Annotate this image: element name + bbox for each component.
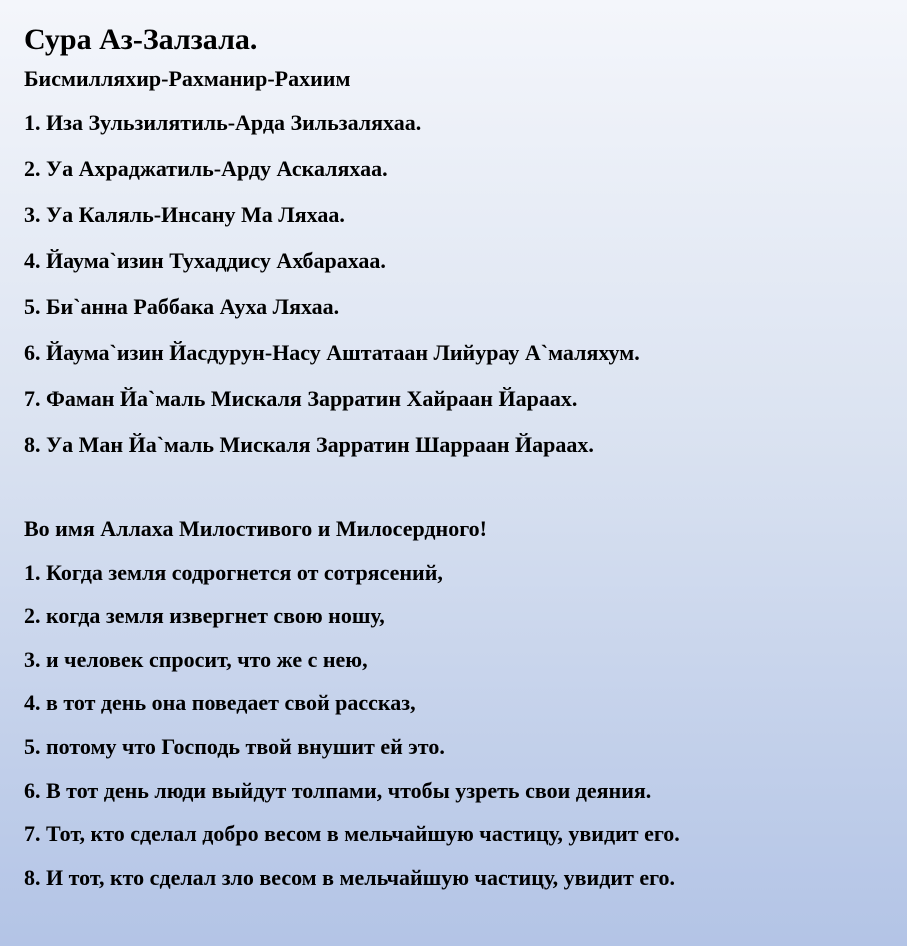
section-spacer <box>24 476 907 514</box>
translation-verse: 6. В тот день люди выйдут толпами, чтобы узреть свои деяния. <box>24 777 652 803</box>
translation-verse: 2. когда земля извергнет свою ношу, <box>24 603 385 629</box>
translation-block <box>24 514 907 906</box>
translation-verse: 5. потому что Господь твой внушит ей это. <box>24 733 445 759</box>
page-title: Сура Аз-Залзала. <box>24 23 258 56</box>
transliteration-verse: 8. Уа Ман Йа`маль Мискаля Зарратин Шарраан Йараах. <box>24 432 594 457</box>
transliteration-verse: 4. Йаума`изин Тухаддису Ахбарахаа. <box>24 248 386 273</box>
translation-verse: 4. в тот день она поведает свой рассказ, <box>24 690 416 716</box>
transliteration-block <box>24 64 907 476</box>
transliteration-verse: 5. Би`анна Раббака Ауха Ляхаа. <box>24 294 340 319</box>
transliteration-opening: Бисмилляхир-Рахманир-Рахиим <box>24 66 351 91</box>
transliteration-verse: 2. Уа Ахраджатиль-Арду Аскаляхаа. <box>24 156 388 181</box>
translation-verse: 8. И тот, кто сделал зло весом в мельчайшую частицу, увидит его. <box>24 864 676 890</box>
transliteration-verse: 3. Уа Каляль-Инсану Ма Ляхаа. <box>24 202 345 227</box>
transliteration-verse: 1. Иза Зульзилятиль-Арда Зильзаляхаа. <box>24 110 422 135</box>
transliteration-verse: 7. Фаман Йа`маль Мискаля Зарратин Хайраан Йараах. <box>24 386 578 411</box>
transliteration-verse: 6. Йаума`изин Йасдурун-Насу Аштатаан Лийурау А`маляхум. <box>24 340 640 365</box>
translation-verse: 1. Когда земля содрогнется от сотрясений, <box>24 559 443 585</box>
translation-opening: Во имя Аллаха Милостивого и Милосердного! <box>24 516 487 541</box>
translation-verse: 3. и человек спросит, что же с нею, <box>24 646 368 672</box>
translation-verse: 7. Тот, кто сделал добро весом в мельчайшую частицу, увидит его. <box>24 821 680 847</box>
